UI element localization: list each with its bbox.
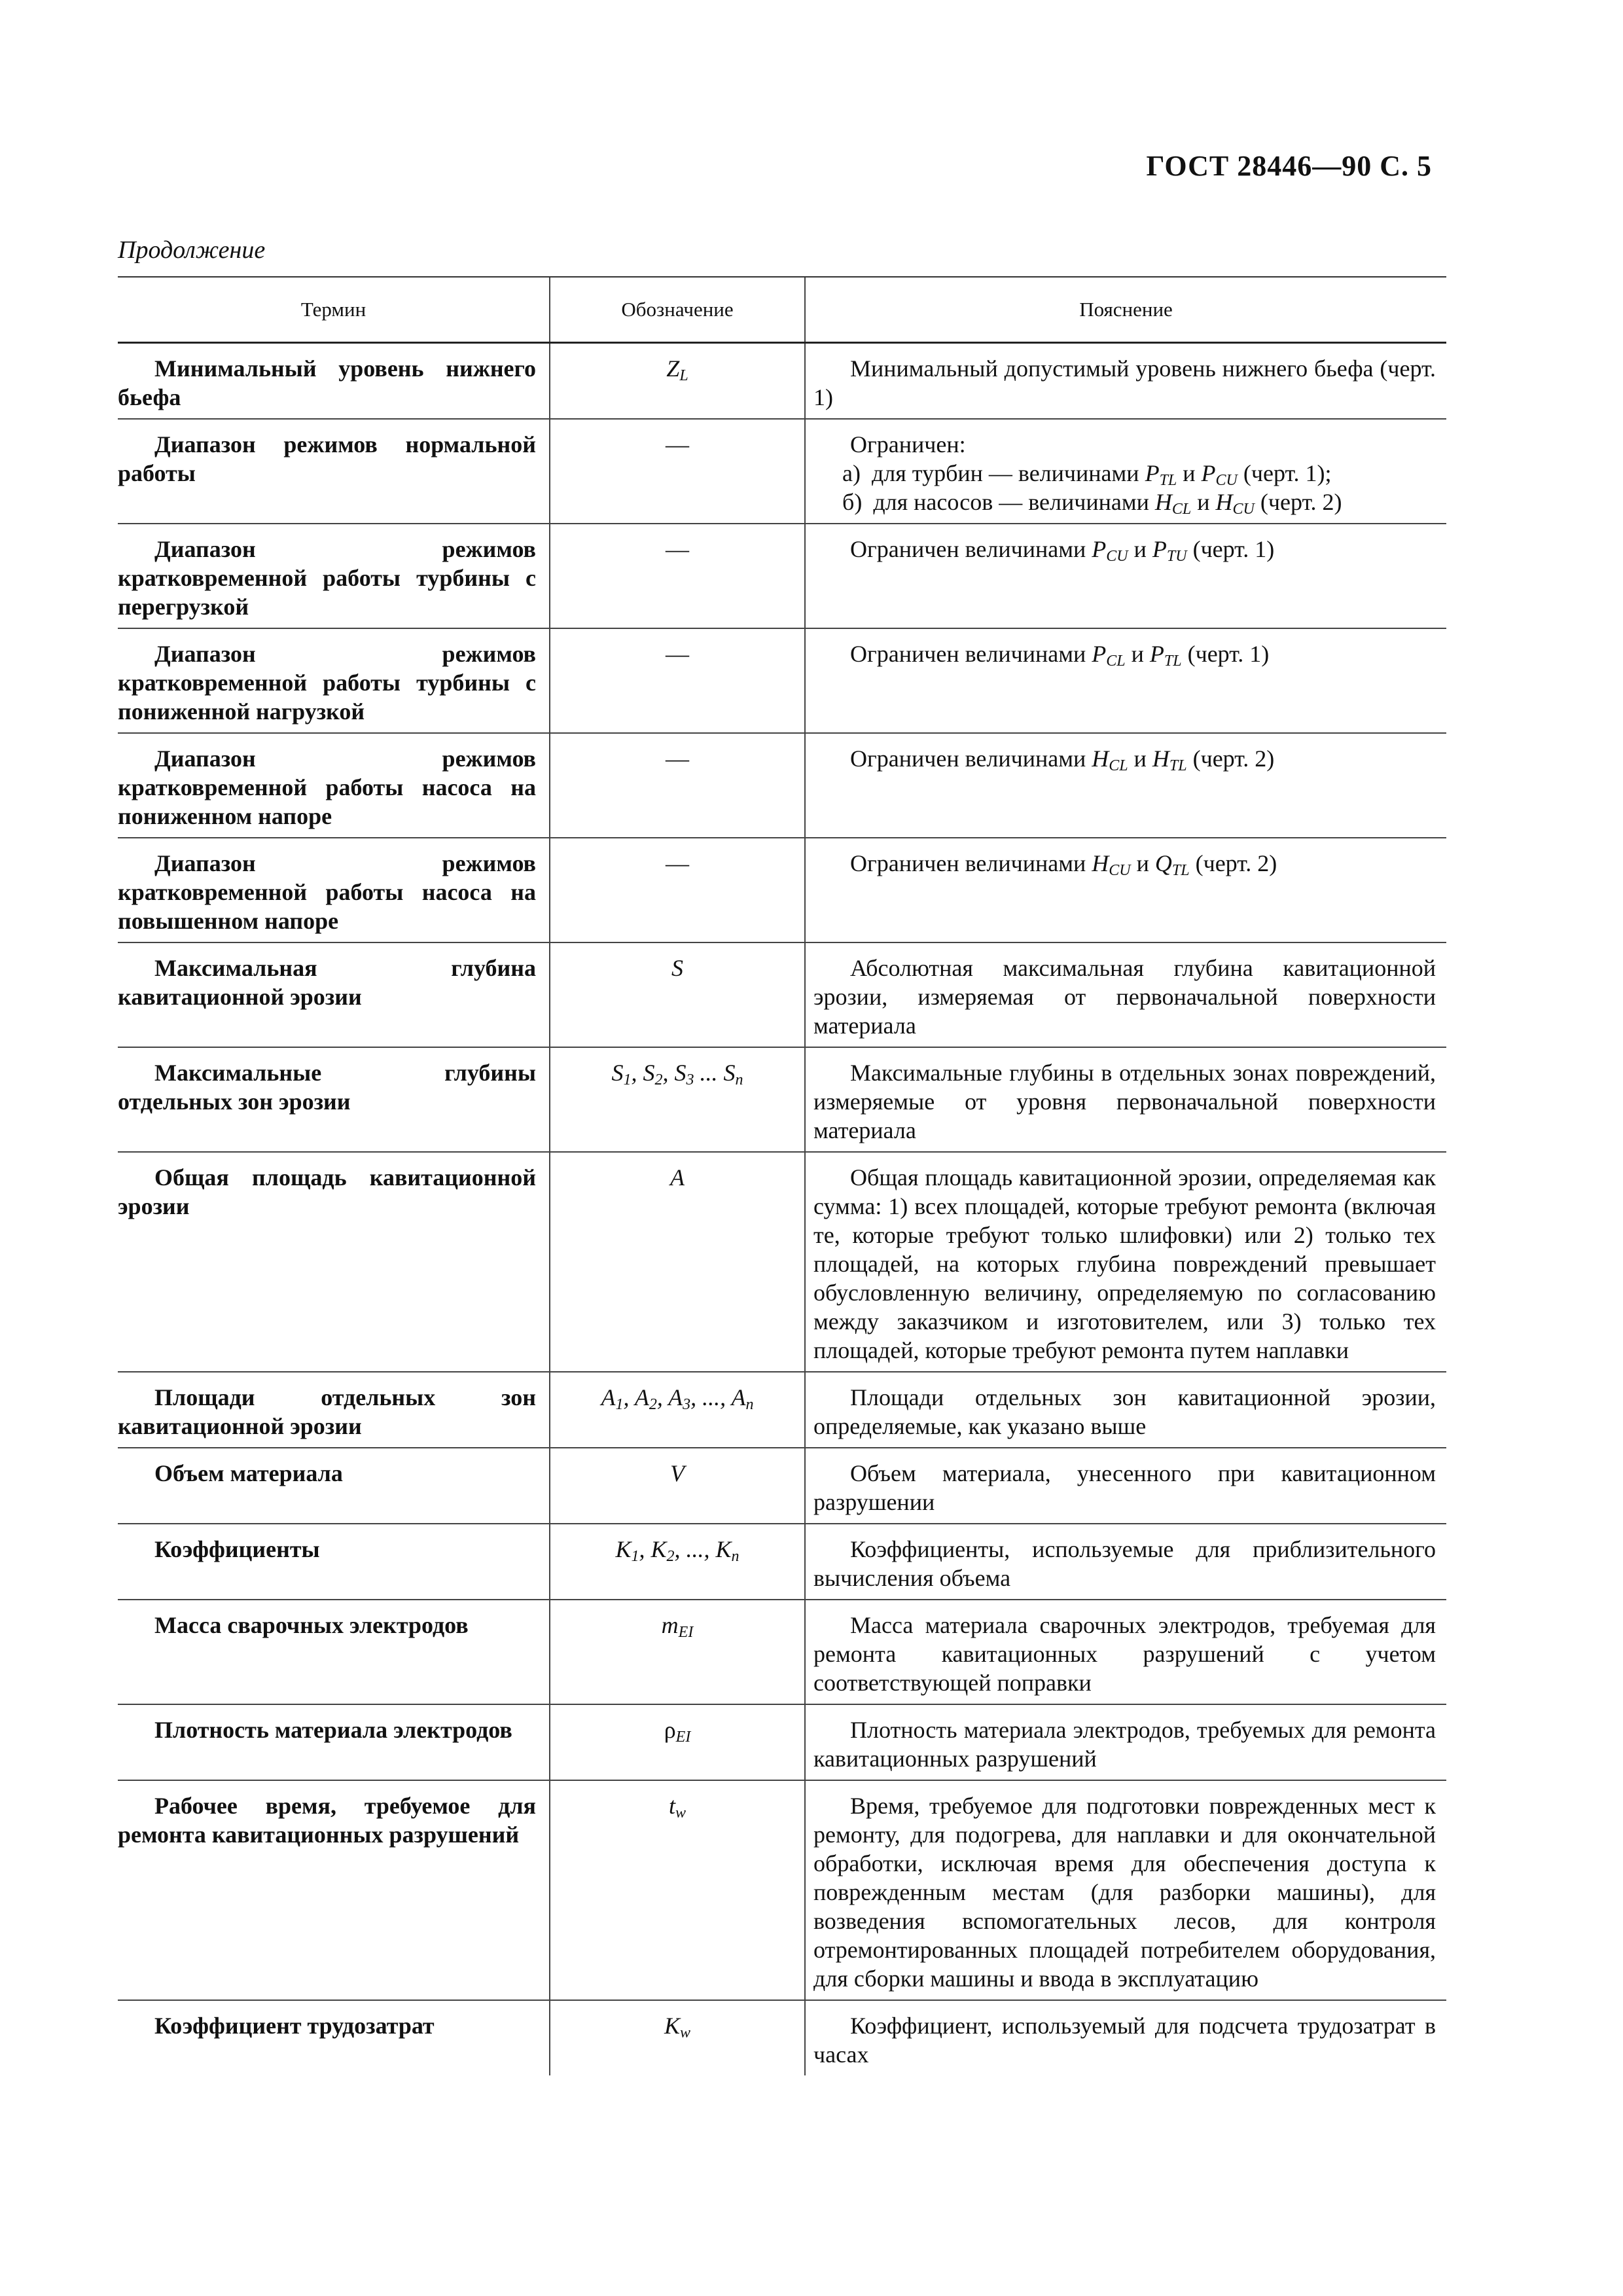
explanation-cell: Плотность материала электродов, требуемых для ремонта кавитационных разрушений: [805, 1704, 1446, 1780]
symbol-cell: —: [550, 524, 805, 628]
explanation-cell: Ограничен величинами $H_{CL}$ и $H_{TL}$ (черт. 2): [805, 733, 1446, 838]
term-cell: Максимальная глубина кавитационной эрозии: [118, 942, 550, 1047]
term-cell: Диапазон режимов нормальной работы: [118, 419, 550, 524]
symbol-cell: $t_w$: [550, 1780, 805, 2000]
explanation-cell: Ограничен величинами $H_{CU}$ и $Q_{TL}$ (черт. 2): [805, 838, 1446, 942]
table-row: [118, 1448, 1446, 1524]
table-row: [118, 343, 1446, 420]
table-row: [118, 1372, 1446, 1448]
term-cell: Диапазон режимов кратковременной работы турбины с перегрузкой: [118, 524, 550, 628]
symbol-subscript: L: [679, 367, 688, 384]
terms-table: [118, 276, 1446, 2075]
table-row: [118, 1152, 1446, 1372]
term-cell: Коэффициент трудозатрат: [154, 2013, 435, 2039]
table-row: [118, 733, 1446, 838]
symbol-cell: V: [550, 1448, 805, 1524]
explanation-cell: Время, требуемое для подготовки поврежденных мест к ремонту, для подогрева, для наплавки и для окончательной обработки, исключая время для обеспечения доступа к поврежденным местам (для разборки машины), для возведения вспомогательных лесов, для контроля отремонтированных площадей потребителем оборудования, для сборки машины и ввода в эксплуатацию: [805, 1780, 1446, 2000]
list-item: б) для насосов — величинами $H_{CL}$ и $H_{CU}$ (черт. 2): [842, 489, 1342, 518]
explanation-cell: Коэффициенты, используемые для приблизительного вычисления объема: [805, 1524, 1446, 1600]
symbol-cell: —: [550, 733, 805, 838]
symbol-cell: A: [550, 1152, 805, 1372]
symbol-cell: —: [550, 628, 805, 733]
explanation-cell: [805, 419, 1446, 524]
term-cell: Общая площадь кавитационной эрозии: [118, 1152, 550, 1372]
symbol-cell: $K_w$: [550, 2000, 805, 2075]
table-row: [118, 1600, 1446, 1704]
table-row: [118, 2000, 1446, 2075]
explanation-cell: Ограничен величинами $P_{CL}$ и $P_{TL}$ (черт. 1): [805, 628, 1446, 733]
symbol-cell: $m_{EI}$: [550, 1600, 805, 1704]
symbol-cell: [550, 343, 805, 420]
explanation-cell: Максимальные глубины в отдельных зонах повреждений, измеряемые от уровня первоначальной поверхности материала: [805, 1047, 1446, 1152]
table-row: [118, 942, 1446, 1047]
continuation-label: Продолжение: [118, 236, 266, 264]
symbol-cell: $S_1$, $S_2$, $S_3$ ... $S_n$: [550, 1047, 805, 1152]
term-cell: Площади отдельных зон кавитационной эрозии: [118, 1372, 550, 1448]
list-item: а) для турбин — величинами $P_{TL}$ и $P_{CU}$ (черт. 1);: [842, 460, 1332, 489]
explanation-cell: Ограничен величинами $P_{CU}$ и $P_{TU}$ (черт. 1): [805, 524, 1446, 628]
symbol-cell: $A_1$, $A_2$, $A_3$, ..., $A_n$: [550, 1372, 805, 1448]
explanation-cell: Минимальный допустимый уровень нижнего бьефа (черт. 1): [805, 343, 1446, 420]
term-cell: Объем материала: [118, 1448, 550, 1524]
term-cell: Максимальные глубины отдельных зон эрозии: [118, 1047, 550, 1152]
term-cell: Плотность материала электродов: [118, 1704, 550, 1780]
table-row: [118, 838, 1446, 942]
table-row: [118, 419, 1446, 524]
symbol-cell: $K_1$, $K_2$, ..., $K_n$: [550, 1524, 805, 1600]
table-header-row: [118, 277, 1446, 343]
symbol-cell: S: [550, 942, 805, 1047]
table-row: [118, 524, 1446, 628]
table-row: [118, 1704, 1446, 1780]
term-cell: Диапазон режимов кратковременной работы насоса на повышенном напоре: [118, 838, 550, 942]
term-cell: Рабочее время, требуемое для ремонта кавитационных разрушений: [118, 1780, 550, 2000]
term-cell: Минимальный уровень нижнего бьефа: [118, 343, 550, 420]
term-cell: Масса сварочных электродов: [118, 1600, 550, 1704]
symbol-cell: —: [550, 419, 805, 524]
symbol: Z: [666, 355, 680, 382]
column-header-term: Термин: [118, 277, 550, 343]
explanation-cell: Масса материала сварочных электродов, требуемая для ремонта кавитационных разрушений с учетом соответствующей поправки: [805, 1600, 1446, 1704]
table-row: [118, 1047, 1446, 1152]
term-cell: Диапазон режимов кратковременной работы турбины с пониженной нагрузкой: [118, 628, 550, 733]
symbol-cell: —: [550, 838, 805, 942]
table-row: [118, 628, 1446, 733]
page-header: ГОСТ 28446—90 С. 5: [1146, 150, 1432, 182]
explanation-cell: Площади отдельных зон кавитационной эрозии, определяемые, как указано выше: [805, 1372, 1446, 1448]
explanation-cell: Абсолютная максимальная глубина кавитационной эрозии, измеряемая от первоначальной поверхности материала: [805, 942, 1446, 1047]
explanation-cell: Коэффициент, используемый для подсчета трудозатрат в часах: [805, 2000, 1446, 2075]
column-header-explanation: Пояснение: [805, 277, 1446, 343]
symbol-cell: $\rho_{EI}$: [550, 1704, 805, 1780]
explanation-cell: Объем материала, унесенного при кавитационном разрушении: [805, 1448, 1446, 1524]
term-cell: Коэффициенты: [118, 1524, 550, 1600]
explanation-cell: Общая площадь кавитационной эрозии, определяемая как сумма: 1) всех площадей, которые требуют ремонта (включая те, которые требуют только шлифовки) или 2) только тех площадей, на которых глубина повреждений превышает обусловленную величину, определяемую по согласованию между заказчиком и изготовителем, или 3) только тех площадей, которые требуют ремонта путем наплавки: [805, 1152, 1446, 1372]
column-header-symbol: Обозначение: [550, 277, 805, 343]
table-row: [118, 1780, 1446, 2000]
table-row: [118, 1524, 1446, 1600]
explanation-lead: Ограничен:: [850, 431, 966, 457]
term-cell: Диапазон режимов кратковременной работы насоса на пониженном напоре: [118, 733, 550, 838]
